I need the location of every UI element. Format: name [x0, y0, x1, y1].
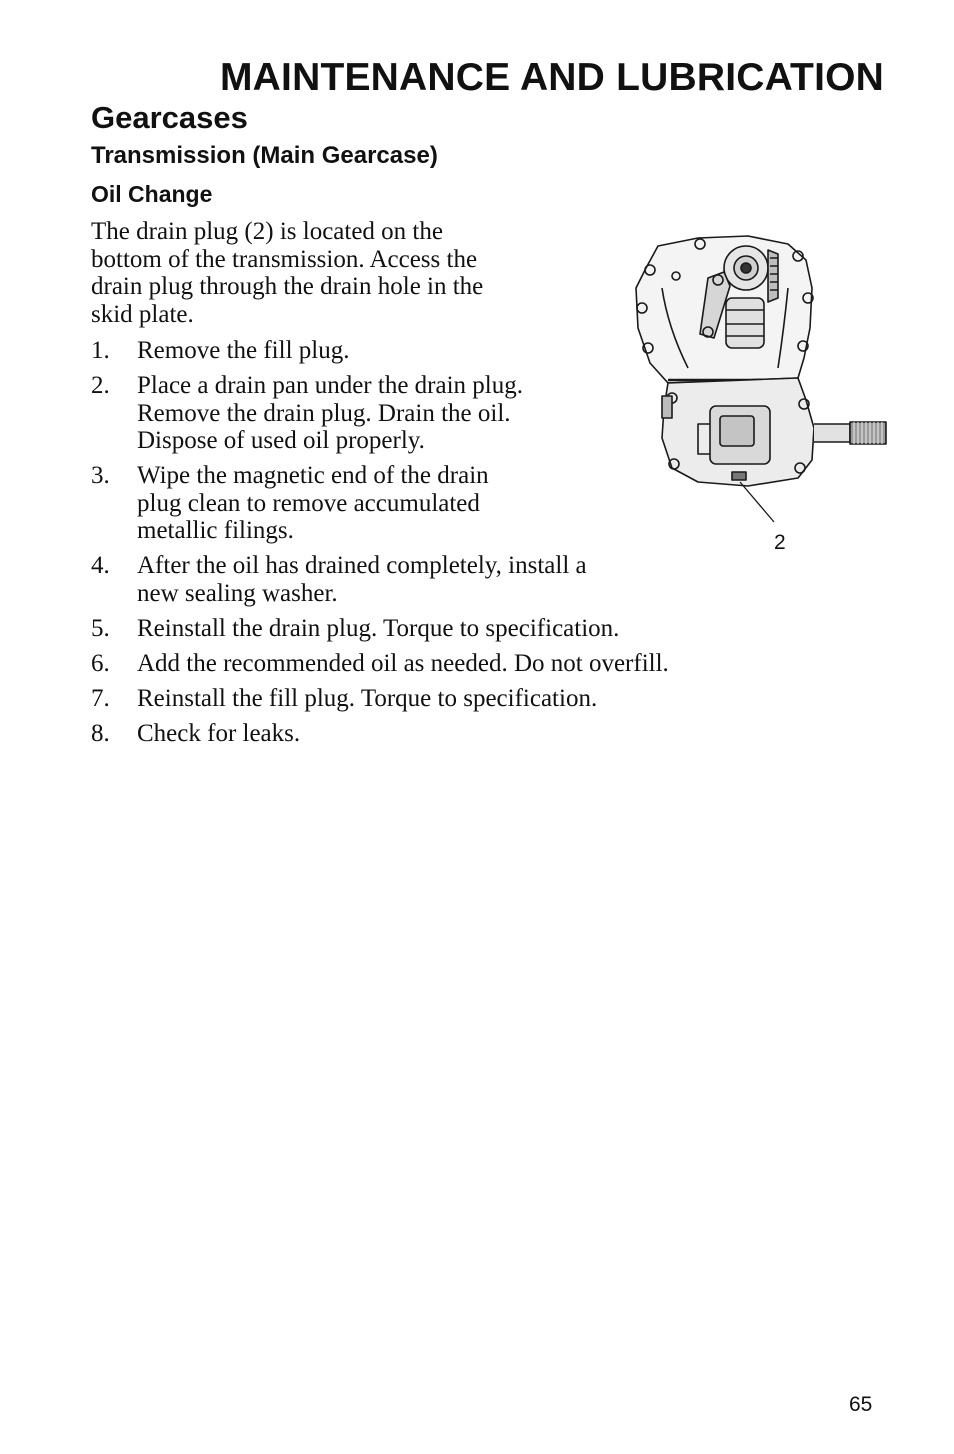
- step-number: 7.: [91, 685, 110, 712]
- step-number: 2.: [91, 372, 110, 399]
- subsubsection-title: Oil Change: [91, 181, 213, 207]
- step-text: [137, 650, 669, 678]
- step-line: Remove the drain plug. Drain the oil.: [137, 399, 511, 427]
- step-line: Wipe the magnetic end of the drain: [137, 462, 489, 489]
- step-line: Reinstall the drain plug. Torque to specification.: [137, 615, 620, 642]
- step-line: plug clean to remove accumulated: [137, 489, 480, 517]
- step-text: [137, 462, 489, 545]
- step-text: [137, 720, 300, 748]
- step-line: metallic filings.: [137, 517, 294, 544]
- step-number: 1.: [91, 337, 110, 364]
- step-text: [137, 372, 523, 455]
- section-title: Gearcases: [91, 100, 248, 135]
- page-number: 65: [849, 1393, 873, 1416]
- step-number: 6.: [91, 650, 110, 677]
- intro-line: The drain plug (2) is located on the: [91, 218, 443, 245]
- step-line: Check for leaks.: [137, 720, 301, 747]
- step-number: 5.: [91, 615, 110, 642]
- step-line: Dispose of used oil properly.: [137, 427, 425, 454]
- intro-line: drain plug through the drain hole in the: [91, 273, 484, 300]
- step-text: [137, 552, 587, 607]
- subsection-title: Transmission (Main Gearcase): [91, 142, 438, 169]
- callout-label: 2: [774, 531, 786, 554]
- step-number: 3.: [91, 462, 110, 489]
- step-text: [137, 337, 349, 365]
- step-line: After the oil has drained completely, install a: [137, 552, 587, 579]
- transmission-figure: [628, 228, 890, 558]
- step-number: 8.: [91, 720, 110, 747]
- chapter-title: MAINTENANCE AND LUBRICATION: [220, 56, 885, 99]
- step-text: [137, 685, 597, 713]
- step-number: 4.: [91, 552, 110, 579]
- step-line: new sealing washer.: [137, 579, 338, 607]
- intro-line: skid plate.: [91, 300, 194, 328]
- step-line: Add the recommended oil as needed. Do not overfill.: [137, 650, 669, 677]
- intro-paragraph: [91, 218, 551, 328]
- step-line: Remove the fill plug.: [137, 337, 350, 364]
- transmission-gearcase-icon: [628, 228, 890, 558]
- intro-line: bottom of the transmission. Access the: [91, 245, 478, 273]
- step-line: Reinstall the fill plug. Torque to specification.: [137, 685, 598, 712]
- step-line: Place a drain pan under the drain plug.: [137, 372, 523, 399]
- step-text: [137, 615, 619, 643]
